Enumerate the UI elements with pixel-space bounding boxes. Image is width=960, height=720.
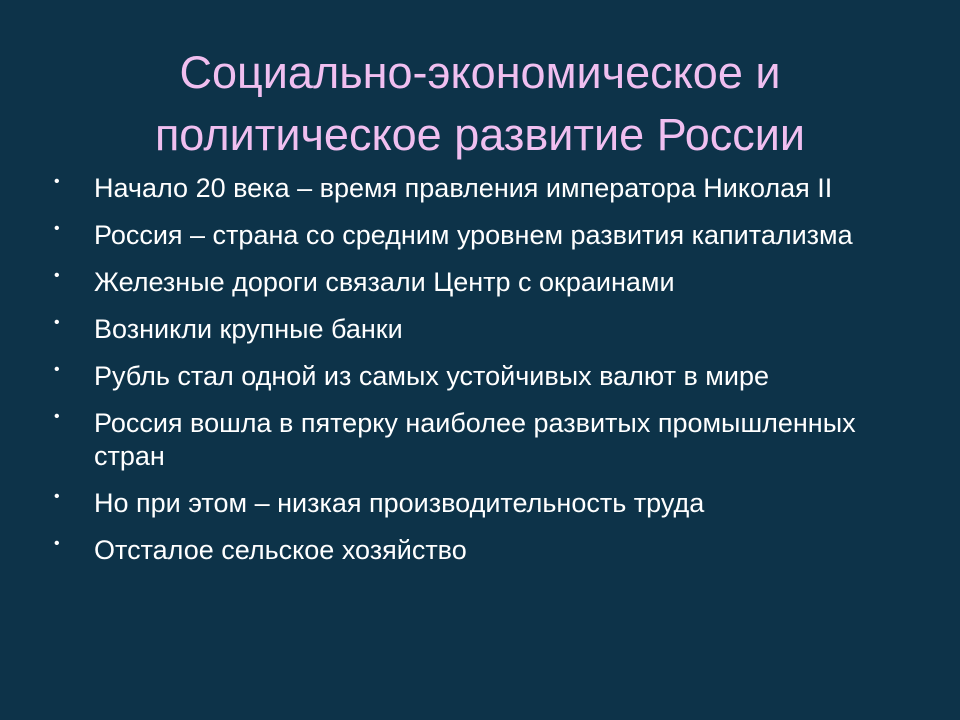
slide-title-line-2: политическое развитие России [154,109,806,160]
slide-title-line-1: Социально-экономическое и [179,47,781,98]
bullet-text: Возникли крупные банки [94,314,403,344]
bullet-text: Россия вошла в пятерку наиболее развитых промышленных стран [94,408,856,471]
bullet-dot-icon: • [54,173,60,190]
bullet-text: Начало 20 века – время правления императора Николая II [94,173,833,203]
slide-title [40,42,920,166]
bullet-item [54,172,914,205]
bullet-text: Железные дороги связали Центр с окраинами [94,267,675,297]
bullet-text: Отсталое сельское хозяйство [94,535,467,565]
bullet-item [54,487,914,520]
bullet-item [54,313,914,346]
bullet-dot-icon: • [54,408,60,425]
bullet-dot-icon: • [54,361,60,378]
bullet-dot-icon: • [54,488,60,505]
bullet-dot-icon: • [54,267,60,284]
bullet-dot-icon: • [54,220,60,237]
bullet-text: Рубль стал одной из самых устойчивых валют в мире [94,361,769,391]
bullet-item [54,407,914,473]
bullet-list [54,172,914,581]
bullet-dot-icon: • [54,314,60,331]
bullet-item [54,534,914,567]
bullet-text: Россия – страна со средним уровнем развития капитализма [94,220,853,250]
bullet-text: Но при этом – низкая производительность труда [94,488,705,518]
bullet-dot-icon: • [54,535,60,552]
bullet-item [54,219,914,252]
bullet-item [54,266,914,299]
bullet-item [54,360,914,393]
